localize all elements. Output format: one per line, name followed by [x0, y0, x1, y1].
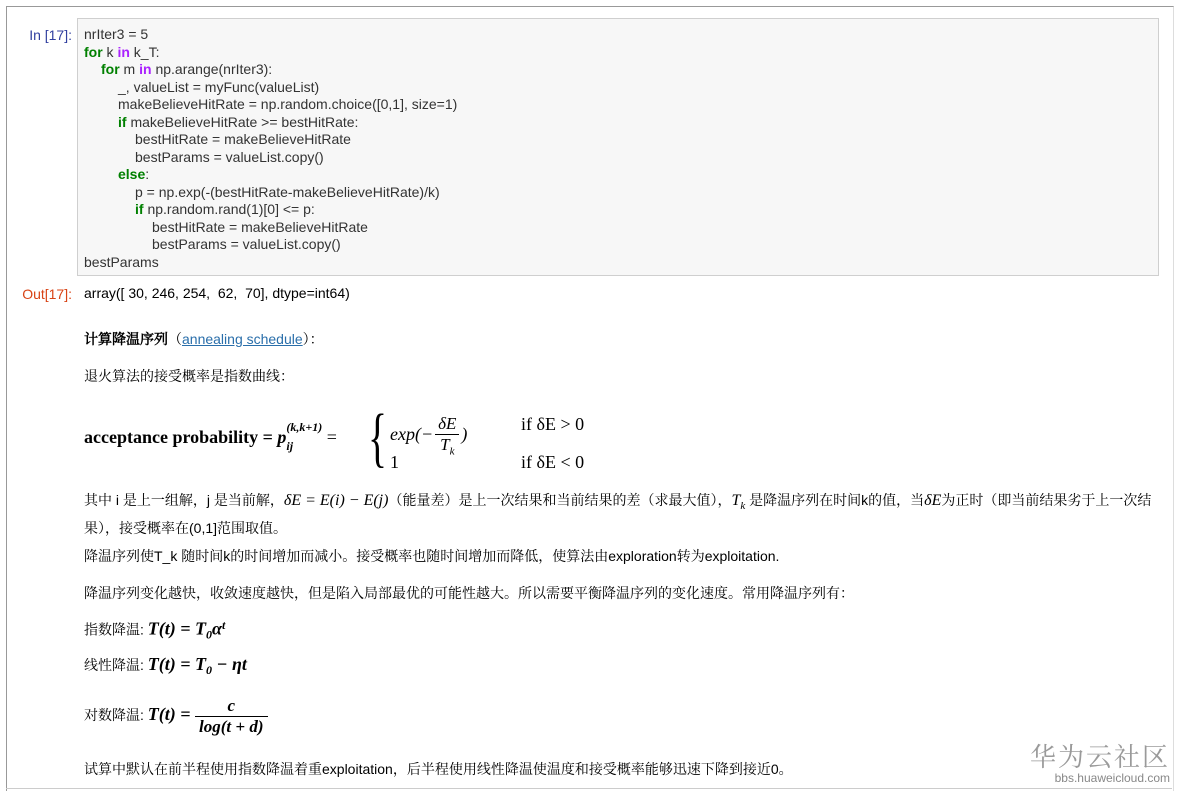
p2-text-c: 是降温序列在时间k的值，当 — [745, 492, 925, 508]
code-line — [84, 184, 457, 202]
paragraph-definition — [84, 489, 1159, 539]
f2-rest: − ηt — [212, 654, 247, 674]
code-line — [84, 219, 457, 237]
condition-one: if δE > 0 — [521, 414, 585, 434]
output-prompt: Out[17]: — [22, 286, 72, 302]
condition-two: if δE < 0 — [521, 452, 585, 472]
f1-sup: t — [222, 618, 226, 632]
code-token: makeBelieveHitRate >= bestHitRate: — [126, 113, 359, 130]
f3-math: T(t) = — [147, 704, 196, 725]
input-prompt: In [17]: — [29, 27, 72, 43]
p2-text-a: 其中 i 是上一组解，j 是当前解， — [84, 492, 284, 508]
code-token: np.arange(nrIter3): — [151, 61, 273, 77]
p2-text-d: 为正时（即当前结果劣于上一次结果），接受概率在(0,1]范围取值。 — [84, 492, 1152, 536]
f1-alpha: α — [212, 618, 222, 639]
code-keyword: if — [135, 201, 144, 217]
f3-label: 对数降温: — [84, 707, 148, 724]
acceptance-probability-equation — [84, 400, 644, 480]
f2-label: 线性降温: — [84, 657, 148, 673]
left-brace: { — [368, 401, 388, 474]
code-token: k — [102, 43, 118, 60]
exponential-cooling-formula — [84, 618, 225, 642]
code-keyword: in — [117, 43, 130, 60]
code-line — [84, 96, 457, 114]
code-token: p = np.exp(-(bestHitRate-makeBelieveHitRate)/k) — [135, 183, 440, 200]
code-line — [84, 166, 457, 184]
code-line — [84, 26, 457, 44]
heading-paren-open: （ — [168, 331, 182, 347]
logarithmic-cooling-formula — [84, 696, 268, 737]
code-token: bestParams = valueList.copy() — [135, 148, 324, 165]
lhs-sup: (k,k+1) — [286, 419, 323, 434]
heading-bold-text: 计算降温序列 — [84, 331, 168, 347]
equation-lhs — [84, 419, 337, 453]
code-line — [84, 254, 457, 272]
f1-sub: 0 — [206, 627, 213, 642]
code-line — [84, 114, 457, 132]
delta-e-formula: δE = E(i) − E(j) — [283, 492, 389, 509]
code-line — [84, 149, 457, 167]
huawei-cloud-watermark — [1030, 737, 1170, 785]
f2-math: T(t) = T — [147, 654, 207, 674]
code-keyword: else — [118, 166, 146, 182]
case1-suffix: ) — [461, 423, 468, 444]
code-token: makeBelieveHitRate = np.random.choice([0,1], size=1) — [118, 96, 458, 112]
code-token: np.random.rand(1)[0] <= p: — [143, 201, 315, 217]
code-token: bestParams — [84, 253, 159, 270]
code-token: _, valueList = myFunc(valueList) — [118, 78, 320, 95]
code-keyword: in — [139, 61, 152, 77]
paragraph-tradeoff: 降温序列变化越快，收敛速度越快，但是陷入局部最优的可能性越大。所以需要平衡降温序列的变化速度。常用降温序列有： — [84, 585, 854, 601]
paragraph-schedule: 降温序列使T_k 随时间k的时间增加而减小。接受概率也随时间增加而降低，使算法由exploration转为exploitation. — [84, 548, 780, 564]
annealing-schedule-link[interactable]: annealing schedule — [182, 331, 303, 347]
cell-output: array([ 30, 246, 254, 62, 70], dtype=int64) — [84, 285, 350, 301]
p2-text-b: （能量差）是上一次结果和当前结果的差（求最大值）， — [388, 492, 732, 508]
equals-sign: = — [322, 427, 337, 447]
section-heading — [84, 329, 324, 349]
case-one — [390, 414, 467, 457]
code-content[interactable] — [84, 26, 457, 271]
f2-sub: 0 — [206, 662, 213, 677]
heading-paren-close: ）： — [302, 331, 324, 347]
paragraph-default-schedule: 试算中默认在前半程使用指数降温着重exploitation，后半程使用线性降温使温度和接受概率能够迅速下降到接近0。 — [84, 761, 793, 777]
code-line — [84, 44, 457, 62]
case1-denominator: T — [440, 435, 450, 454]
lhs-text: acceptance probability = — [84, 427, 278, 447]
code-keyword: for — [84, 43, 103, 60]
lhs-var: p — [277, 427, 287, 447]
t-k-var: T — [731, 492, 741, 509]
code-line — [84, 131, 457, 149]
divider — [6, 788, 1172, 789]
case1-prefix: exp(− — [390, 423, 434, 444]
case-two: 1 — [390, 452, 399, 472]
t-k-sub: k — [740, 499, 746, 512]
code-line — [84, 61, 457, 79]
lhs-sub: ij — [286, 438, 294, 453]
watermark-url: bbs.huaweicloud.com — [1054, 771, 1171, 785]
f1-label: 指数降温: — [84, 621, 148, 638]
code-line — [84, 79, 457, 97]
paragraph-intro: 退火算法的接受概率是指数曲线： — [84, 368, 294, 384]
code-line — [84, 236, 457, 254]
f3-numerator: c — [195, 696, 267, 717]
linear-cooling-formula — [84, 654, 247, 678]
case1-numerator: δE — [435, 414, 459, 435]
code-line — [84, 201, 457, 219]
code-token: : — [145, 166, 150, 182]
code-token: nrIter3 = 5 — [84, 26, 149, 42]
code-token: bestHitRate = makeBelieveHitRate — [152, 218, 368, 235]
code-token: bestHitRate = makeBelieveHitRate — [135, 131, 351, 147]
case1-denominator-sub: k — [449, 445, 455, 458]
code-token: bestParams = valueList.copy() — [152, 236, 341, 252]
delta-e-var: δE — [924, 492, 942, 509]
f1-math: T(t) = T — [147, 618, 207, 639]
code-keyword: for — [101, 61, 120, 77]
code-keyword: if — [118, 113, 127, 130]
code-token: m — [119, 61, 140, 77]
f3-denominator: log(t + d) — [199, 717, 264, 736]
watermark-name: 华为云社区 — [1030, 742, 1171, 772]
code-token: k_T: — [129, 43, 160, 60]
